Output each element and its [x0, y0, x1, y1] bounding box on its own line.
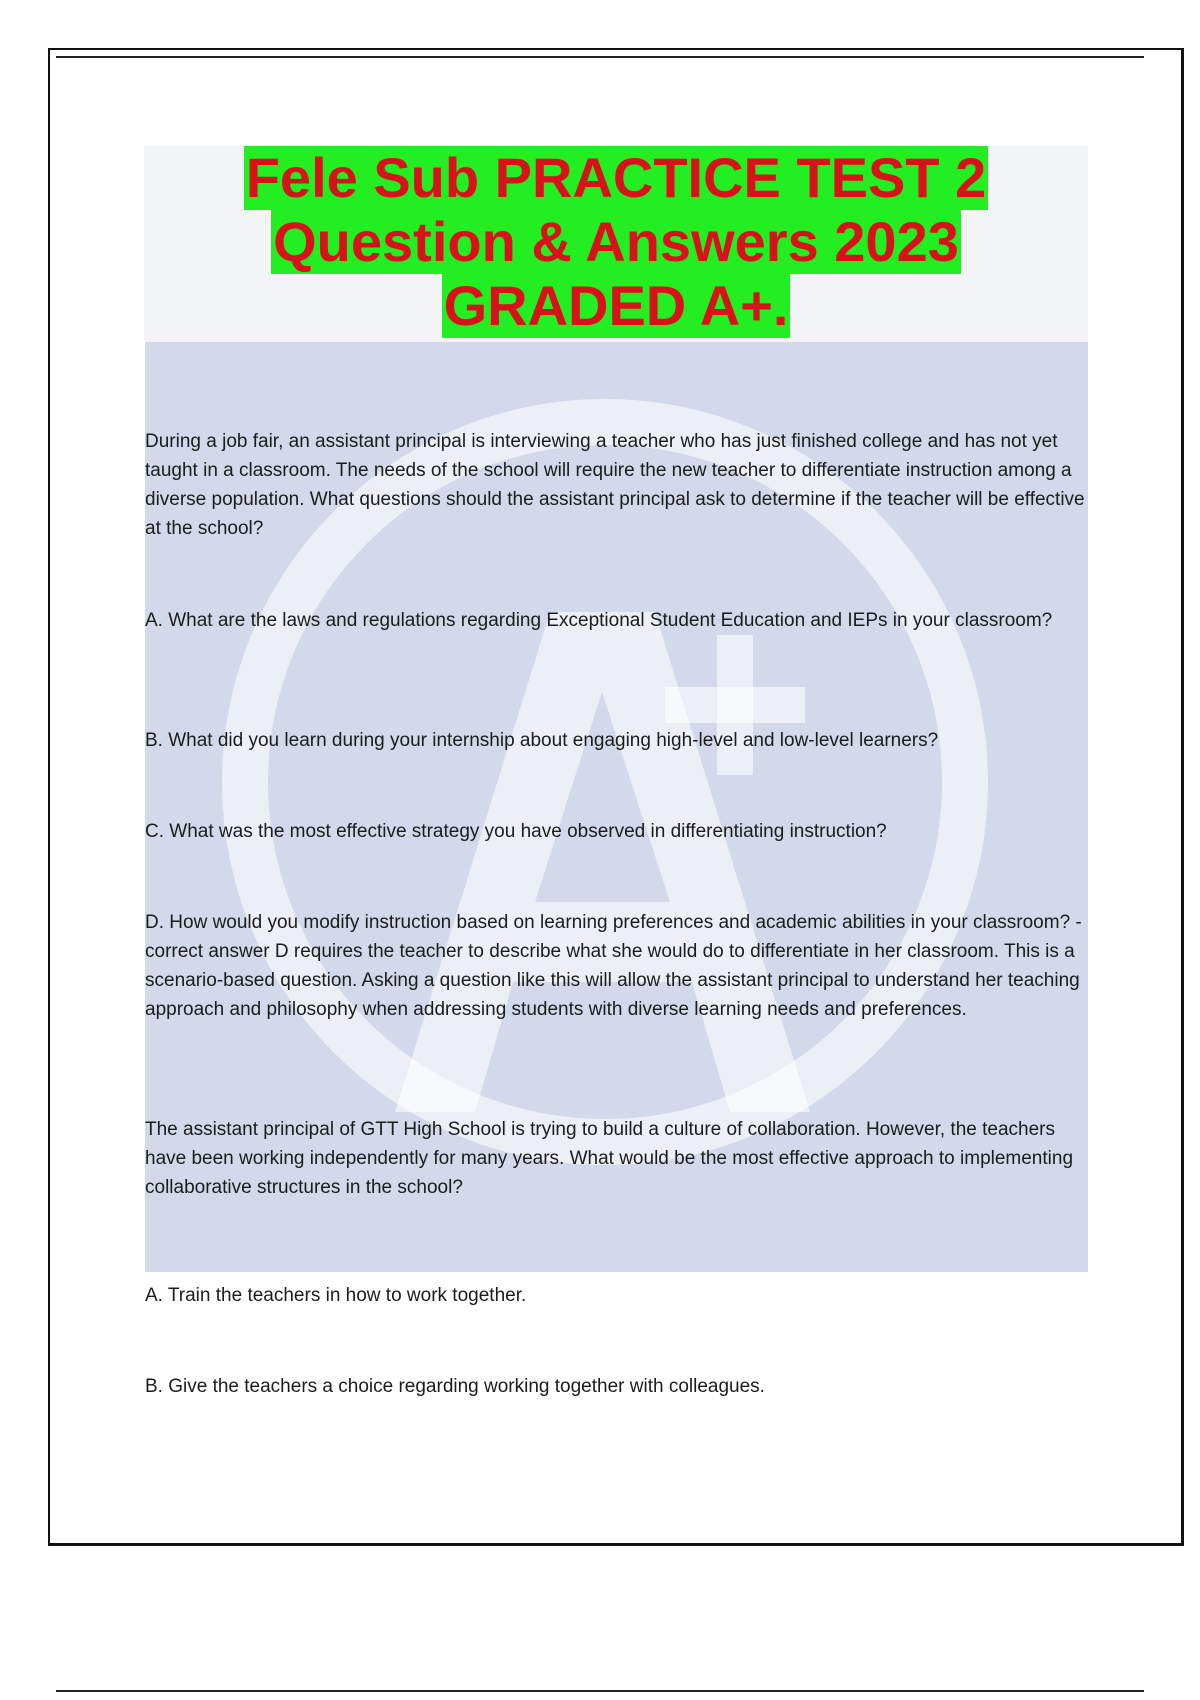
question-1-option-c: C. What was the most effective strategy you have observed in differentiating instruction? [145, 821, 887, 842]
title-line-2: Question & Answers 2023 [273, 210, 959, 273]
question-1-option-a: A. What are the laws and regulations regarding Exceptional Student Education and IEPs in your classroom? [145, 610, 1053, 631]
question-2-option-b: B. Give the teachers a choice regarding working together with colleagues. [145, 1376, 765, 1397]
question-2-stem: The assistant principal of GTT High School is trying to build a culture of collaboration. However, the teachers have been working independently for many years. What would be the most effective approach to implementing collaborative structures in the school? [145, 1119, 1074, 1198]
title-line-3: GRADED A+. [443, 274, 789, 337]
question-2-option-a: A. Train the teachers in how to work together. [145, 1285, 527, 1306]
document-title [144, 146, 1088, 338]
question-1-option-b: B. What did you learn during your internship about engaging high-level and low-level learners? [145, 730, 939, 751]
question-1-option-d-answer: D. How would you modify instruction based on learning preferences and academic abilities in your classroom? - correct answer D requires the teacher to describe what she would do to differentiate in her classroom. This is a scenario-based question. Asking a question like this will allow the assistant principal to understand her teaching approach and philosophy when addressing students with diverse learning needs and preferences. [145, 912, 1082, 1020]
bottom-rule [56, 1690, 1144, 1692]
question-1-stem: During a job fair, an assistant principal is interviewing a teacher who has just finished college and has not yet taught in a classroom. The needs of the school will require the new teacher to differentiate instruction among a diverse population. What questions should the assistant principal ask to determine if the teacher will be effective at the school? [145, 431, 1085, 539]
title-line-1: Fele Sub PRACTICE TEST 2 [245, 146, 987, 209]
